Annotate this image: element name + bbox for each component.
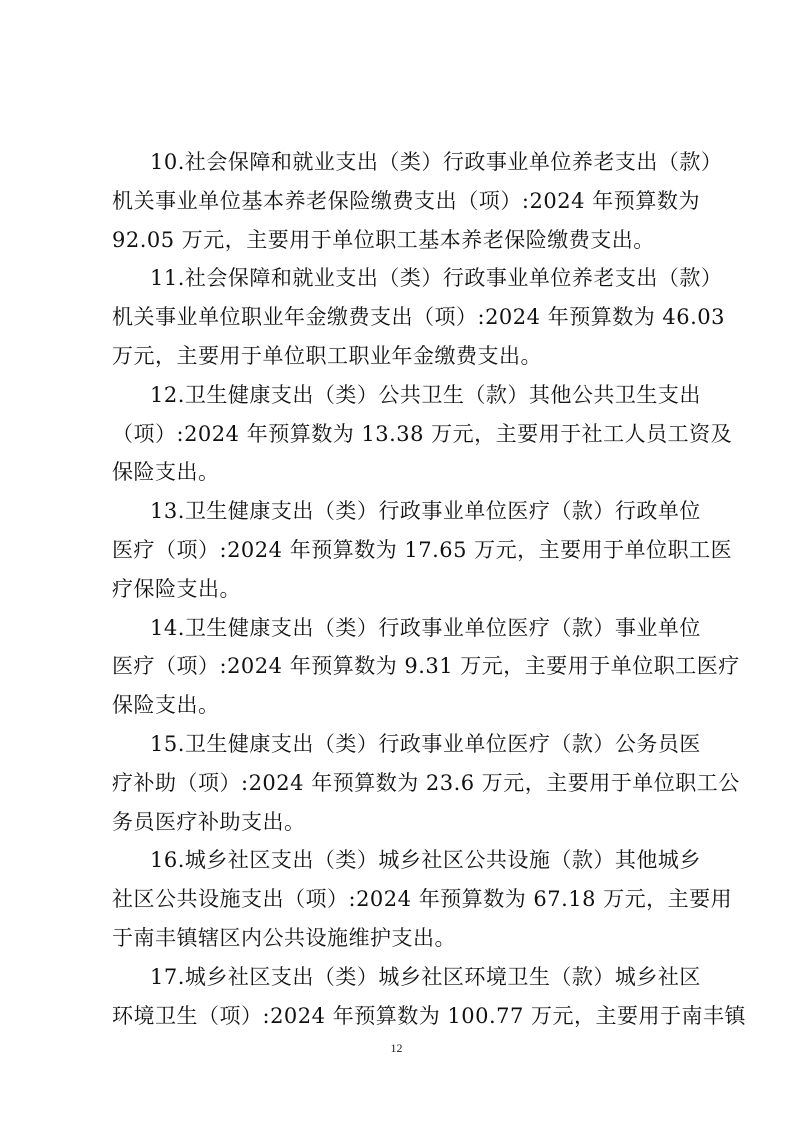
text-line: 17.城乡社区支出（类）城乡社区环境卫生（款）城乡社区 — [150, 964, 701, 989]
paragraph-13 — [112, 492, 733, 608]
text-line: 医疗（项）:2024 年预算数为 9.31 万元，主要用于单位职工医疗 — [112, 654, 740, 679]
text-line: 16.城乡社区支出（类）城乡社区公共设施（款）其他城乡 — [150, 848, 701, 873]
paragraph-14 — [112, 609, 740, 725]
text-line: 医疗（项）:2024 年预算数为 17.65 万元，主要用于单位职工医 — [112, 537, 733, 562]
paragraph-15 — [112, 725, 740, 841]
text-line: 13.卫生健康支出（类）行政事业单位医疗（款）行政单位 — [150, 499, 701, 524]
paragraph-17 — [112, 958, 747, 1036]
text-line: 机关事业单位职业年金缴费支出（项）:2024 年预算数为 46.03 — [112, 305, 725, 330]
text-line: 10.社会保障和就业支出（类）行政事业单位养老支出（款） — [150, 150, 723, 174]
text-line: 保险支出。 — [112, 693, 220, 718]
text-line: 环境卫生（项）:2024 年预算数为 100.77 万元，主要用于南丰镇 — [112, 1003, 747, 1028]
text-line: 92.05 万元，主要用于单位职工基本养老保险缴费支出。 — [112, 227, 655, 252]
body-text — [112, 143, 747, 1035]
text-line: 于南丰镇辖区内公共设施维护支出。 — [112, 925, 456, 950]
paragraph-11 — [112, 259, 725, 375]
page-number: 12 — [390, 1041, 403, 1055]
text-line: 机关事业单位基本养老保险缴费支出（项）:2024 年预算数为 — [112, 188, 700, 213]
text-line: 社区公共设施支出（项）:2024 年预算数为 67.18 万元，主要用 — [112, 887, 733, 912]
text-line: 15.卫生健康支出（类）行政事业单位医疗（款）公务员医 — [150, 731, 701, 756]
text-line: 疗补助（项）:2024 年预算数为 23.6 万元，主要用于单位职工公 — [112, 770, 740, 795]
text-line: 万元，主要用于单位职工职业年金缴费支出。 — [112, 343, 542, 368]
text-line: 12.卫生健康支出（类）公共卫生（款）其他公共卫生支出 — [150, 382, 701, 407]
paragraph-10 — [112, 143, 723, 259]
text-line: 保险支出。 — [112, 460, 220, 485]
text-line: 疗保险支出。 — [112, 576, 241, 601]
text-line: 11.社会保障和就业支出（类）行政事业单位养老支出（款） — [150, 266, 723, 291]
paragraph-12 — [112, 376, 733, 492]
paragraph-16 — [112, 841, 733, 957]
text-line: （项）:2024 年预算数为 13.38 万元，主要用于社工人员工资及 — [112, 421, 733, 446]
text-line: 14.卫生健康支出（类）行政事业单位医疗（款）事业单位 — [150, 615, 701, 640]
text-line: 务员医疗补助支出。 — [112, 809, 306, 834]
